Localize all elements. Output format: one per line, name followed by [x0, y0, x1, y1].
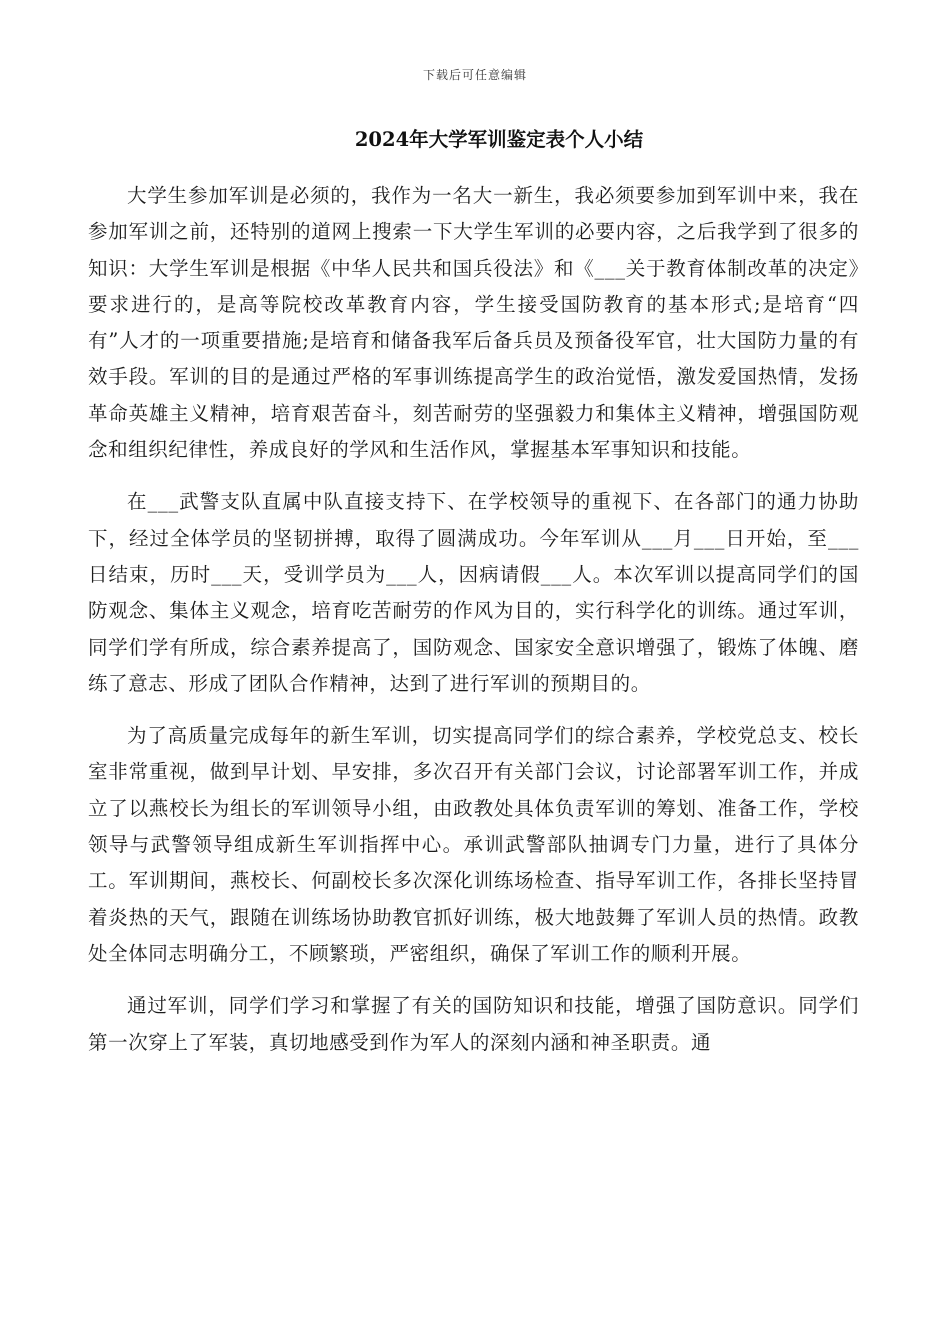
document-body — [88, 178, 859, 1061]
header-note: 下载后可任意编辑 — [422, 68, 527, 82]
body-paragraph: 大学生参加军训是必须的，我作为一名大一新生，我必须要参加到军训中来，我在参加军训之前，还特别的道网上搜索一下大学生军训的必要内容，之后我学到了很多的知识：大学生军训是根据《中华人民共和国兵役法》和《___关于教育体制改革的决定》要求进行的，是高等院校改革教育内容，学生接受国防教育的基本形式;是培育“四有”人才的一项重要措施;是培育和储备我军后备兵员及预备役军官，壮大国防力量的有效手段。军训的目的是通过严格的军事训练提高学生的政治觉悟，激发爱国热情，发扬革命英雄主义精神，培育艰苦奋斗，刻苦耐劳的坚强毅力和集体主义精神，增强国防观念和组织纪律性，养成良好的学风和生活作风，掌握基本军事知识和技能。 — [88, 184, 859, 462]
body-paragraph: 通过军训，同学们学习和掌握了有关的国防知识和技能，增强了国防意识。同学们第一次穿上了军装，真切地感受到作为军人的深刻内涵和神圣职责。通 — [88, 994, 859, 1054]
document-title: 2024年大学军训鉴定表个人小结 — [354, 128, 644, 151]
body-paragraph: 在___武警支队直属中队直接支持下、在学校领导的重视下、在各部门的通力协助下，经过全体学员的坚韧拼搏，取得了圆满成功。今年军训从___月___日开始，至___日结束，历时___天，受训学员为___人，因病请假___人。本次军训以提高同学们的国防观念、集体主义观念，培育吃苦耐劳的作风为目的，实行科学化的训练。通过军训，同学们学有所成，综合素养提高了，国防观念、国家安全意识增强了，锻炼了体魄、磨练了意志、形成了团队合作精神，达到了进行军训的预期目的。 — [88, 490, 859, 695]
body-paragraph: 为了高质量完成每年的新生军训，切实提高同学们的综合素养，学校党总支、校长室非常重视，做到早计划、早安排，多次召开有关部门会议，讨论部署军训工作，并成立了以燕校长为组长的军训领导小组，由政教处具体负责军训的筹划、准备工作，学校领导与武警领导组成新生军训指挥中心。承训武警部队抽调专门力量，进行了具体分工。军训期间，燕校长、何副校长多次深化训练场检查、指导军训工作，各排长坚持冒着炎热的天气，跟随在训练场协助教官抓好训练，极大地鼓舞了军训人员的热情。政教处全体同志明确分工，不顾繁琐，严密组织，确保了军训工作的顺利开展。 — [88, 724, 859, 965]
